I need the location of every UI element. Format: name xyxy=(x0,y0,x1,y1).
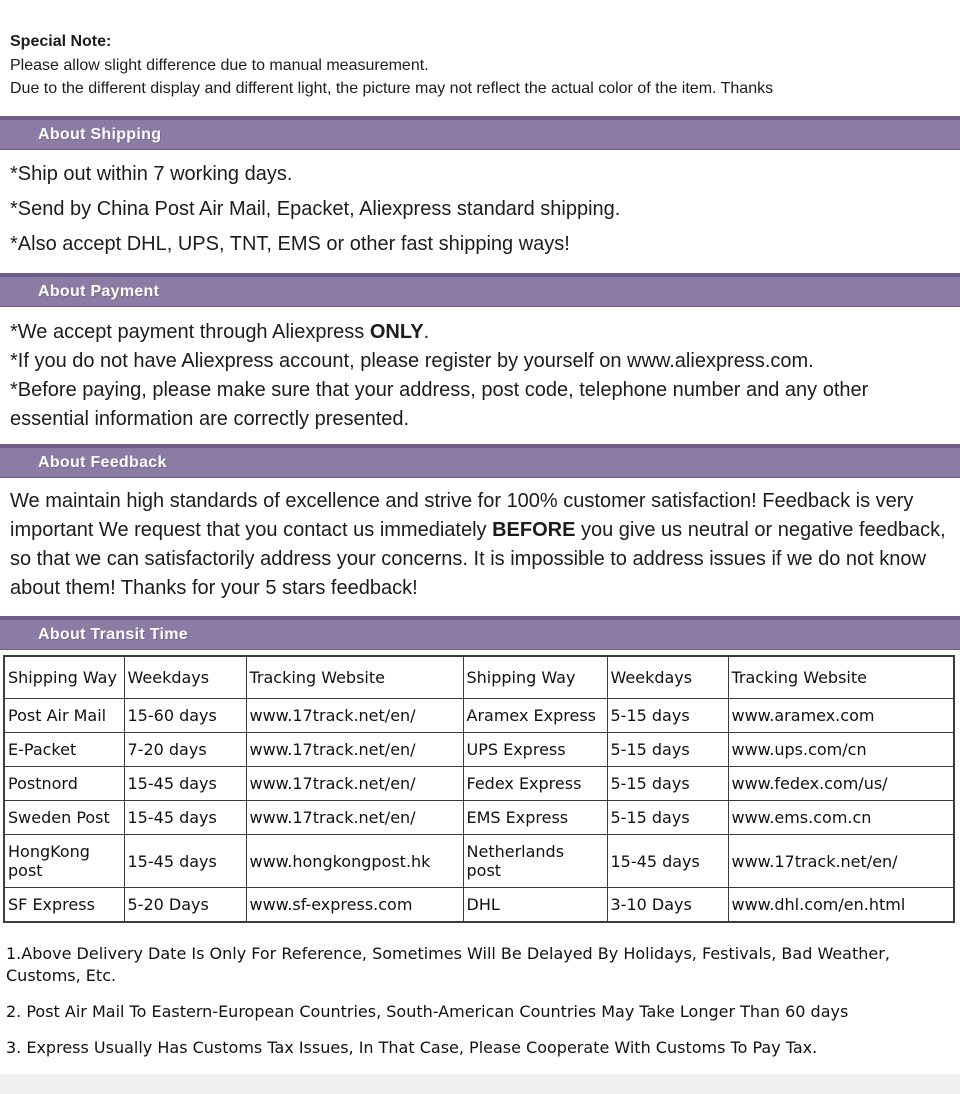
table-row xyxy=(4,835,954,888)
feedback-text-post: you give us neutral or negative feedback, so that we can satisfactorily address your concerns. It is impossible to address issues if we do not know about them! Thanks for your 5 stars feedback! xyxy=(10,519,946,599)
section-title-transit-time: About Transit Time xyxy=(38,625,189,643)
table-header-cell: Weekdays xyxy=(124,656,246,699)
table-cell: Sweden Post xyxy=(4,801,124,835)
section-title-payment: About Payment xyxy=(38,282,160,300)
payment-line-1 xyxy=(10,318,950,347)
table-row xyxy=(4,699,954,733)
delivery-notes xyxy=(0,923,960,1059)
table-header-cell: Shipping Way xyxy=(4,656,124,699)
table-cell: HongKong post xyxy=(4,835,124,888)
payment-line-1-period: . xyxy=(423,321,430,343)
table-cell: UPS Express xyxy=(463,733,607,767)
section-header-feedback xyxy=(0,444,960,478)
feedback-section-body xyxy=(0,478,960,616)
table-cell: Fedex Express xyxy=(463,767,607,801)
table-cell: 15-45 days xyxy=(124,835,246,888)
table-cell: Postnord xyxy=(4,767,124,801)
table-cell: www.dhl.com/en.html xyxy=(728,888,954,923)
feedback-text-bold: BEFORE xyxy=(492,519,576,541)
table-cell: www.17track.net/en/ xyxy=(246,767,463,801)
shipping-section-body xyxy=(0,150,960,273)
table-header-cell: Shipping Way xyxy=(463,656,607,699)
note-2: 2. Post Air Mail To Eastern-European Countries, South-American Countries May Take Longer Than 60 days xyxy=(6,1002,849,1021)
table-cell: 5-15 days xyxy=(607,801,728,835)
section-header-shipping xyxy=(0,116,960,150)
table-row xyxy=(4,888,954,923)
section-header-transit-time xyxy=(0,616,960,650)
table-cell: 15-60 days xyxy=(124,699,246,733)
table-cell: www.sf-express.com xyxy=(246,888,463,923)
table-row xyxy=(4,801,954,835)
transit-time-table xyxy=(3,655,955,923)
payment-section-body xyxy=(0,307,960,444)
table-header-row xyxy=(4,656,954,699)
payment-line-3: *Before paying, please make sure that your address, post code, telephone number and any other essential information are correctly presented. xyxy=(10,379,869,430)
table-header-cell: Tracking Website xyxy=(728,656,954,699)
shipping-line-2: *Send by China Post Air Mail, Epacket, Aliexpress standard shipping. xyxy=(10,198,621,220)
shipping-line-3: *Also accept DHL, UPS, TNT, EMS or other fast shipping ways! xyxy=(10,233,570,255)
table-cell: SF Express xyxy=(4,888,124,923)
footer-bar xyxy=(0,1074,960,1094)
payment-line-1-bold: ONLY xyxy=(369,321,424,343)
table-cell: 5-20 Days xyxy=(124,888,246,923)
special-note-line-1: Please allow slight difference due to manual measurement. xyxy=(10,57,429,74)
table-cell: www.ems.com.cn xyxy=(728,801,954,835)
feedback-text-pre: We maintain high standards of excellence and strive for 100% customer satisfaction! Feedback is very important We request that you contact us immediately xyxy=(10,490,914,541)
table-cell: 7-20 days xyxy=(124,733,246,767)
table-cell: 15-45 days xyxy=(124,767,246,801)
section-title-feedback: About Feedback xyxy=(38,453,167,471)
shipping-line-1: *Ship out within 7 working days. xyxy=(10,163,293,185)
table-cell: 5-15 days xyxy=(607,699,728,733)
table-header-cell: Weekdays xyxy=(607,656,728,699)
table-header-cell: Tracking Website xyxy=(246,656,463,699)
feedback-paragraph xyxy=(10,487,950,603)
table-cell: www.fedex.com/us/ xyxy=(728,767,954,801)
table-cell: 5-15 days xyxy=(607,733,728,767)
section-header-payment xyxy=(0,273,960,307)
table-cell: www.aramex.com xyxy=(728,699,954,733)
table-cell: 15-45 days xyxy=(607,835,728,888)
table-cell: Netherlands post xyxy=(463,835,607,888)
table-cell: EMS Express xyxy=(463,801,607,835)
table-cell: 3-10 Days xyxy=(607,888,728,923)
note-1: 1.Above Delivery Date Is Only For Reference, Sometimes Will Be Delayed By Holidays, Festivals, Bad Weather, Customs, Etc. xyxy=(6,944,890,985)
table-cell: Aramex Express xyxy=(463,699,607,733)
table-cell: www.17track.net/en/ xyxy=(728,835,954,888)
note-3: 3. Express Usually Has Customs Tax Issues, In That Case, Please Cooperate With Customs To Pay Tax. xyxy=(6,1038,818,1057)
table-cell: DHL xyxy=(463,888,607,923)
payment-line-2: *If you do not have Aliexpress account, please register by yourself on www.aliexpress.com. xyxy=(10,350,814,372)
table-cell: Post Air Mail xyxy=(4,699,124,733)
special-note-section xyxy=(0,0,960,116)
table-cell: www.17track.net/en/ xyxy=(246,699,463,733)
table-cell: www.ups.com/cn xyxy=(728,733,954,767)
table-cell: E-Packet xyxy=(4,733,124,767)
table-cell: 5-15 days xyxy=(607,767,728,801)
table-cell: www.17track.net/en/ xyxy=(246,733,463,767)
payment-line-1-text: *We accept payment through Aliexpress xyxy=(10,321,370,343)
table-cell: www.17track.net/en/ xyxy=(246,801,463,835)
table-row xyxy=(4,733,954,767)
table-row xyxy=(4,767,954,801)
special-note-title: Special Note: xyxy=(10,33,112,50)
table-cell: 15-45 days xyxy=(124,801,246,835)
special-note-line-2: Due to the different display and different light, the picture may not reflect the actual color of the item. Thanks xyxy=(10,80,774,97)
table-cell: www.hongkongpost.hk xyxy=(246,835,463,888)
section-title-shipping: About Shipping xyxy=(38,125,162,143)
